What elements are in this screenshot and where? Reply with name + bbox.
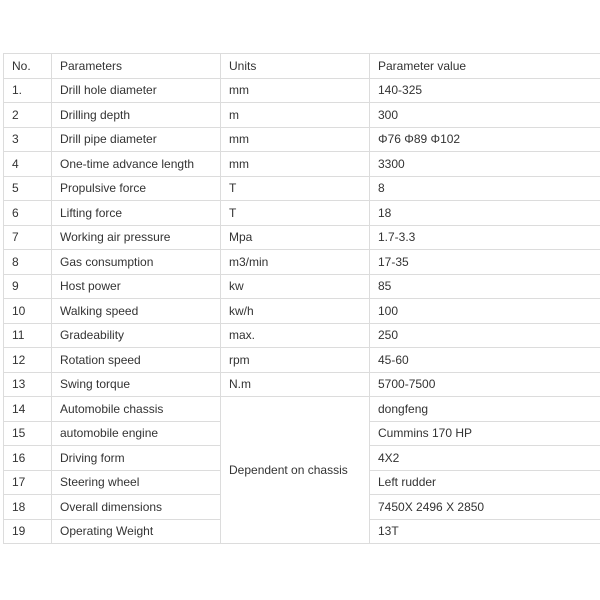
- table-row: [4, 274, 600, 299]
- table-row: [4, 299, 600, 324]
- row-unit: mm: [221, 78, 370, 103]
- row-parameter: Drill hole diameter: [52, 78, 221, 103]
- row-value: 13T: [370, 519, 600, 544]
- row-value: 1.7-3.3: [370, 225, 600, 250]
- row-value: 3300: [370, 152, 600, 177]
- merged-unit-cell: Dependent on chassis: [221, 397, 370, 544]
- table-row: [4, 250, 600, 275]
- row-no: 9: [4, 274, 52, 299]
- row-parameter: Operating Weight: [52, 519, 221, 544]
- row-unit: T: [221, 176, 370, 201]
- row-value: Φ76 Φ89 Φ102: [370, 127, 600, 152]
- row-parameter: Rotation speed: [52, 348, 221, 373]
- row-parameter: Working air pressure: [52, 225, 221, 250]
- table-row: [4, 78, 600, 103]
- row-no: 19: [4, 519, 52, 544]
- table-row: [4, 397, 600, 422]
- row-value: 4X2: [370, 446, 600, 471]
- row-no: 7: [4, 225, 52, 250]
- row-value: dongfeng: [370, 397, 600, 422]
- row-parameter: Lifting force: [52, 201, 221, 226]
- row-unit: kw: [221, 274, 370, 299]
- row-no: 3: [4, 127, 52, 152]
- row-no: 14: [4, 397, 52, 422]
- parameters-table: [3, 53, 600, 544]
- row-parameter: Drilling depth: [52, 103, 221, 128]
- table-row: [4, 176, 600, 201]
- row-value: 250: [370, 323, 600, 348]
- row-parameter: Gas consumption: [52, 250, 221, 275]
- parameters-table-container: [3, 53, 600, 544]
- row-parameter: Walking speed: [52, 299, 221, 324]
- row-unit: rpm: [221, 348, 370, 373]
- row-value: 8: [370, 176, 600, 201]
- row-value: 100: [370, 299, 600, 324]
- table-row: [4, 127, 600, 152]
- row-parameter: Driving form: [52, 446, 221, 471]
- row-unit: N.m: [221, 372, 370, 397]
- row-parameter: Overall dimensions: [52, 495, 221, 520]
- row-unit: Mpa: [221, 225, 370, 250]
- row-no: 13: [4, 372, 52, 397]
- row-value: 7450X 2496 X 2850: [370, 495, 600, 520]
- row-parameter: Host power: [52, 274, 221, 299]
- row-parameter: Drill pipe diameter: [52, 127, 221, 152]
- row-value: 17-35: [370, 250, 600, 275]
- row-parameter: Automobile chassis: [52, 397, 221, 422]
- row-no: 1.: [4, 78, 52, 103]
- row-no: 10: [4, 299, 52, 324]
- row-no: 18: [4, 495, 52, 520]
- row-parameter: Steering wheel: [52, 470, 221, 495]
- row-no: 12: [4, 348, 52, 373]
- row-no: 16: [4, 446, 52, 471]
- row-value: Left rudder: [370, 470, 600, 495]
- header-units: Units: [221, 54, 370, 79]
- row-unit: m3/min: [221, 250, 370, 275]
- row-no: 15: [4, 421, 52, 446]
- row-no: 6: [4, 201, 52, 226]
- row-value: 18: [370, 201, 600, 226]
- row-value: 140-325: [370, 78, 600, 103]
- row-value: 300: [370, 103, 600, 128]
- header-parameters: Parameters: [52, 54, 221, 79]
- table-row: [4, 372, 600, 397]
- row-unit: T: [221, 201, 370, 226]
- row-parameter: automobile engine: [52, 421, 221, 446]
- row-no: 5: [4, 176, 52, 201]
- row-no: 17: [4, 470, 52, 495]
- row-parameter: One-time advance length: [52, 152, 221, 177]
- row-no: 2: [4, 103, 52, 128]
- row-parameter: Swing torque: [52, 372, 221, 397]
- row-no: 8: [4, 250, 52, 275]
- row-unit: mm: [221, 152, 370, 177]
- row-parameter: Propulsive force: [52, 176, 221, 201]
- table-row: [4, 152, 600, 177]
- row-value: Cummins 170 HP: [370, 421, 600, 446]
- row-unit: mm: [221, 127, 370, 152]
- row-value: 5700-7500: [370, 372, 600, 397]
- row-value: 45-60: [370, 348, 600, 373]
- table-row: [4, 348, 600, 373]
- row-value: 85: [370, 274, 600, 299]
- header-parameter-value: Parameter value: [370, 54, 600, 79]
- row-unit: max.: [221, 323, 370, 348]
- table-row: [4, 323, 600, 348]
- row-parameter: Gradeability: [52, 323, 221, 348]
- row-no: 11: [4, 323, 52, 348]
- row-unit: kw/h: [221, 299, 370, 324]
- header-no: No.: [4, 54, 52, 79]
- table-header-row: [4, 54, 600, 79]
- row-no: 4: [4, 152, 52, 177]
- row-unit: m: [221, 103, 370, 128]
- table-row: [4, 225, 600, 250]
- table-row: [4, 201, 600, 226]
- table-row: [4, 103, 600, 128]
